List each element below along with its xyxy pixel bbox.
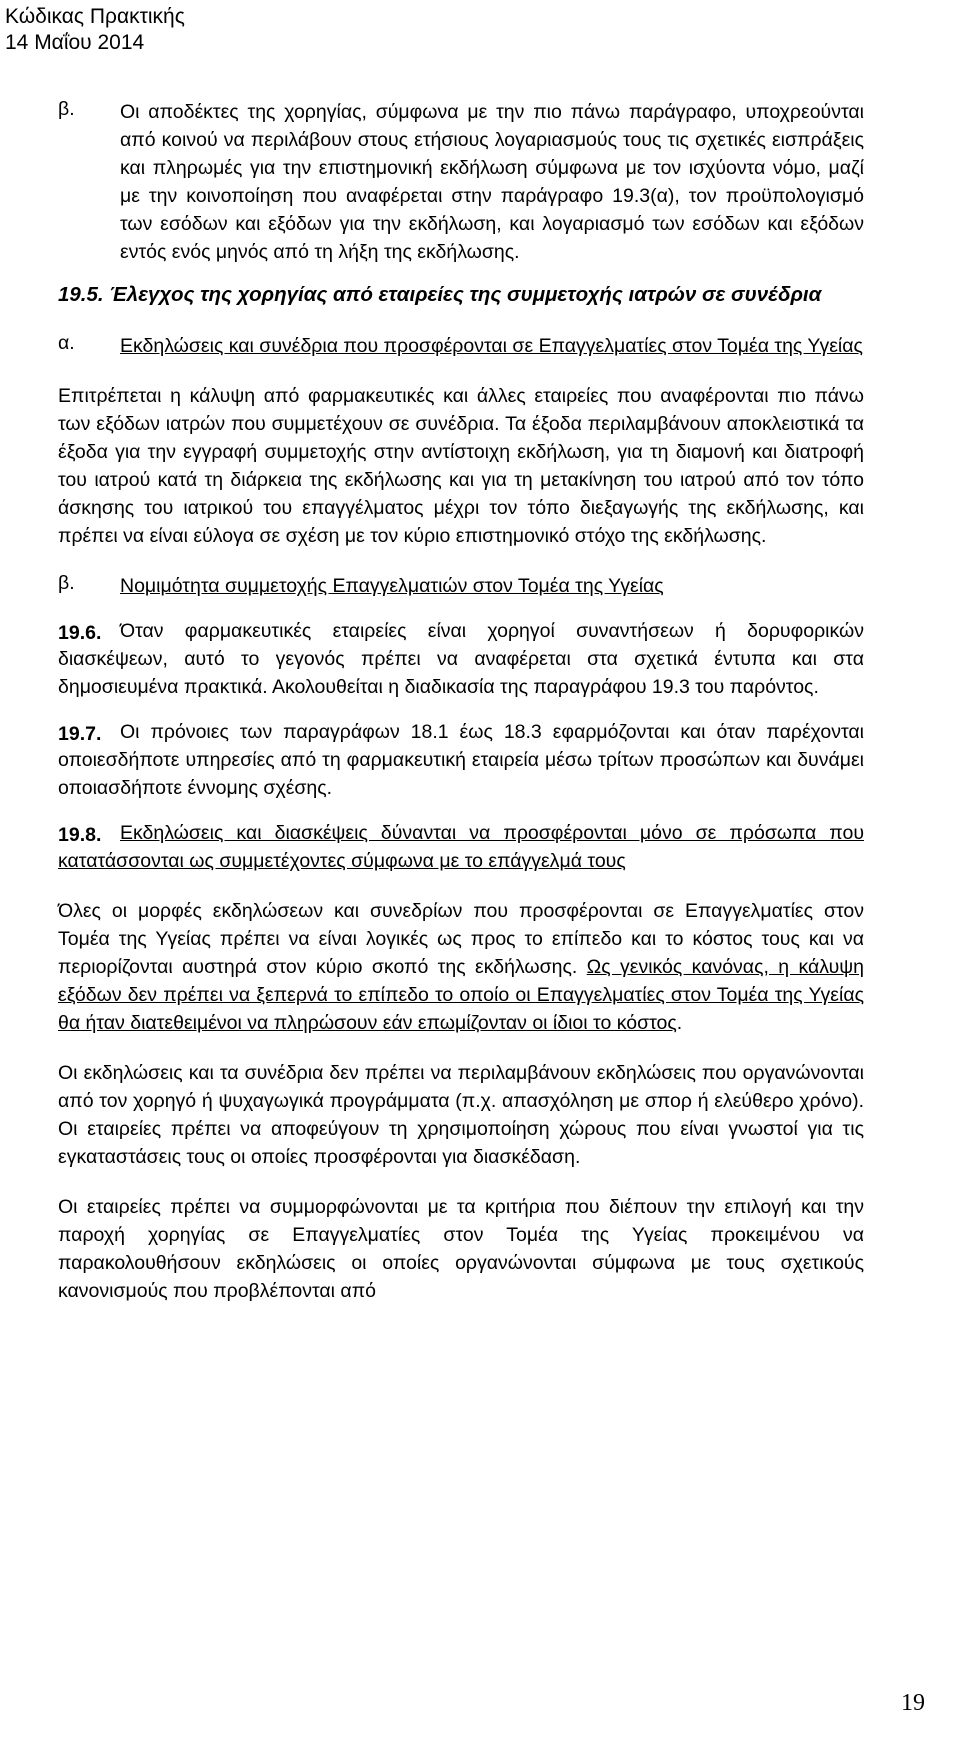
paragraph-text: Οι πρόνοιες των παραγράφων 18.1 έως 18.3 εφαρμόζονται και όταν παρέχονται οποιεσδήποτε υπηρεσίες από τη φαρμακευτική εταιρεία μέσω τρίτων προσώπων και δυνάμει οποιασδήποτε έννομης σχέσης. [58, 721, 864, 799]
paragraph-text [58, 897, 864, 1037]
document-title: Κώδικας Πρακτικής [5, 5, 185, 28]
document-body [58, 98, 864, 1305]
paragraph-text: Επιτρέπεται η κάλυψη από φαρμακευτικές και άλλες εταιρείες που αναφέρονται πιο πάνω των εξόδων ιατρών που συμμετέχουν σε συνέδρια. Τα έξοδα περιλαμβάνουν αποκλειστικά τα έξοδα για την εγγραφή συμμετοχής στην αντίστοιχη εκδήλωση, για τη διαμονή και διατροφή του ιατρού κατά τη διάρκεια της εκδήλωσης και για τη μετακίνηση του ιατρού από τον τόπο άσκησης του ιατρικού του επαγγέλματος μέχρι τον τόπο διεξαγωγής της εκδήλωσης, και πρέπει να είναι εύλογα σε σχέση με τον κύριο επιστημονικό στόχο της εκδήλωσης. [58, 385, 864, 547]
paragraph-text: Όταν φαρμακευτικές εταιρείες είναι χορηγοί συναντήσεων ή δορυφορικών διασκέψεων, αυτό το γεγονός πρέπει να αναφέρεται στα σχετικά έντυπα και στα δημοσιευμένα πρακτικά. Ακολουθείται η διαδικασία της παραγράφου 19.3 του παρόντος. [58, 620, 864, 698]
section-number: 19.8. [58, 824, 102, 846]
subsection-heading: Νομιμότητα συμμετοχής Επαγγελματιών στον Τομέα της Υγείας [120, 575, 664, 597]
list-marker: β. [58, 572, 75, 594]
list-marker: α. [58, 332, 75, 354]
subsection-beta [58, 572, 864, 600]
list-marker: β. [58, 98, 75, 120]
section-number: 19.6. [58, 622, 102, 644]
paragraph-text: Οι εκδηλώσεις και τα συνέδρια δεν πρέπει να περιλαμβάνουν εκδηλώσεις που οργανώνονται από τον χορηγό ή ψυχαγωγικά προγράμματα (π.χ. απασχόληση με σπορ ή ελεύθερο χρόνο). Οι εταιρείες πρέπει να αποφεύγουν τη χρησιμοποίηση χώρους που είναι γνωστοί για τις εγκαταστάσεις τους οι οποίες προσφέρονται για διασκέδαση. [58, 1062, 864, 1168]
page-number: 19 [901, 1690, 925, 1716]
paragraph-text: Οι αποδέκτες της χορηγίας, σύμφωνα με την πιο πάνω παράγραφο, υποχρεούνται από κοινού να περιλάβουν στους ετήσιους λογαριασμούς τους τις σχετικές εισπράξεις και πληρωμές για την επιστημονική εκδήλωση σύμφωνα με τον ισχύοντα νόμο, μαζί με την κοινοποίηση που αναφέρεται στην παράγραφο 19.3(α), τον προϋπολογισμό των εσόδων και εξόδων για την εκδήλωση, και λογαριασμό των εσόδων και εξόδων εντός ενός μηνός από τη λήξη της εκδήλωσης. [120, 101, 864, 263]
paragraph-underlined: Ως γενικός κανόνας, η κάλυψη εξόδων δεν πρέπει να ξεπερνά το επίπεδο το οποίο οι Επαγγελματίες στον Τομέα της Υγείας θα ήταν διατεθειμένοι να πληρώσουν εάν επωμίζονταν οι ίδιοι το κόστος [58, 956, 864, 1034]
section-heading-19-5: 19.5. Έλεγχος της χορηγίας από εταιρείες της συμμετοχής ιατρών σε συνέδρια [58, 283, 822, 306]
paragraph-beta-intro [58, 98, 864, 266]
section-heading-19-8: Εκδηλώσεις και διασκέψεις δύνανται να προσφέρονται μόνο σε πρόσωπα που κατατάσσονται ως συμμετέχοντες σύμφωνα με το επάγγελμά τους [58, 822, 864, 872]
subsection-heading: Εκδηλώσεις και συνέδρια που προσφέρονται σε Επαγγελματίες στον Τομέα της Υγείας [120, 335, 863, 357]
subsection-alpha [58, 332, 864, 360]
document-date: 14 Μαΐου 2014 [5, 31, 145, 54]
section-number: 19.7. [58, 723, 102, 745]
paragraph-text: Οι εταιρείες πρέπει να συμμορφώνονται με τα κριτήρια που διέπουν την επιλογή και την παροχή χορηγίας σε Επαγγελματίες στον Τομέα της Υγείας προκειμένου να παρακολουθήσουν εκδηλώσεις οι οποίες οργανώνονται σύμφωνα με τους σχετικούς κανονισμούς που προβλέπονται από [58, 1196, 864, 1302]
document-header [5, 4, 185, 56]
paragraph-plain: Όλες οι μορφές εκδηλώσεων και συνεδρίων που προσφέρονται σε Επαγγελματίες στον Τομέα της Υγείας πρέπει να είναι λογικές ως προς το επίπεδο και το κόστος τους και να περιορίζονται αυστηρά στον κύριο σκοπό της εκδήλωσης. [58, 900, 864, 978]
paragraph-end: . [676, 1012, 683, 1034]
